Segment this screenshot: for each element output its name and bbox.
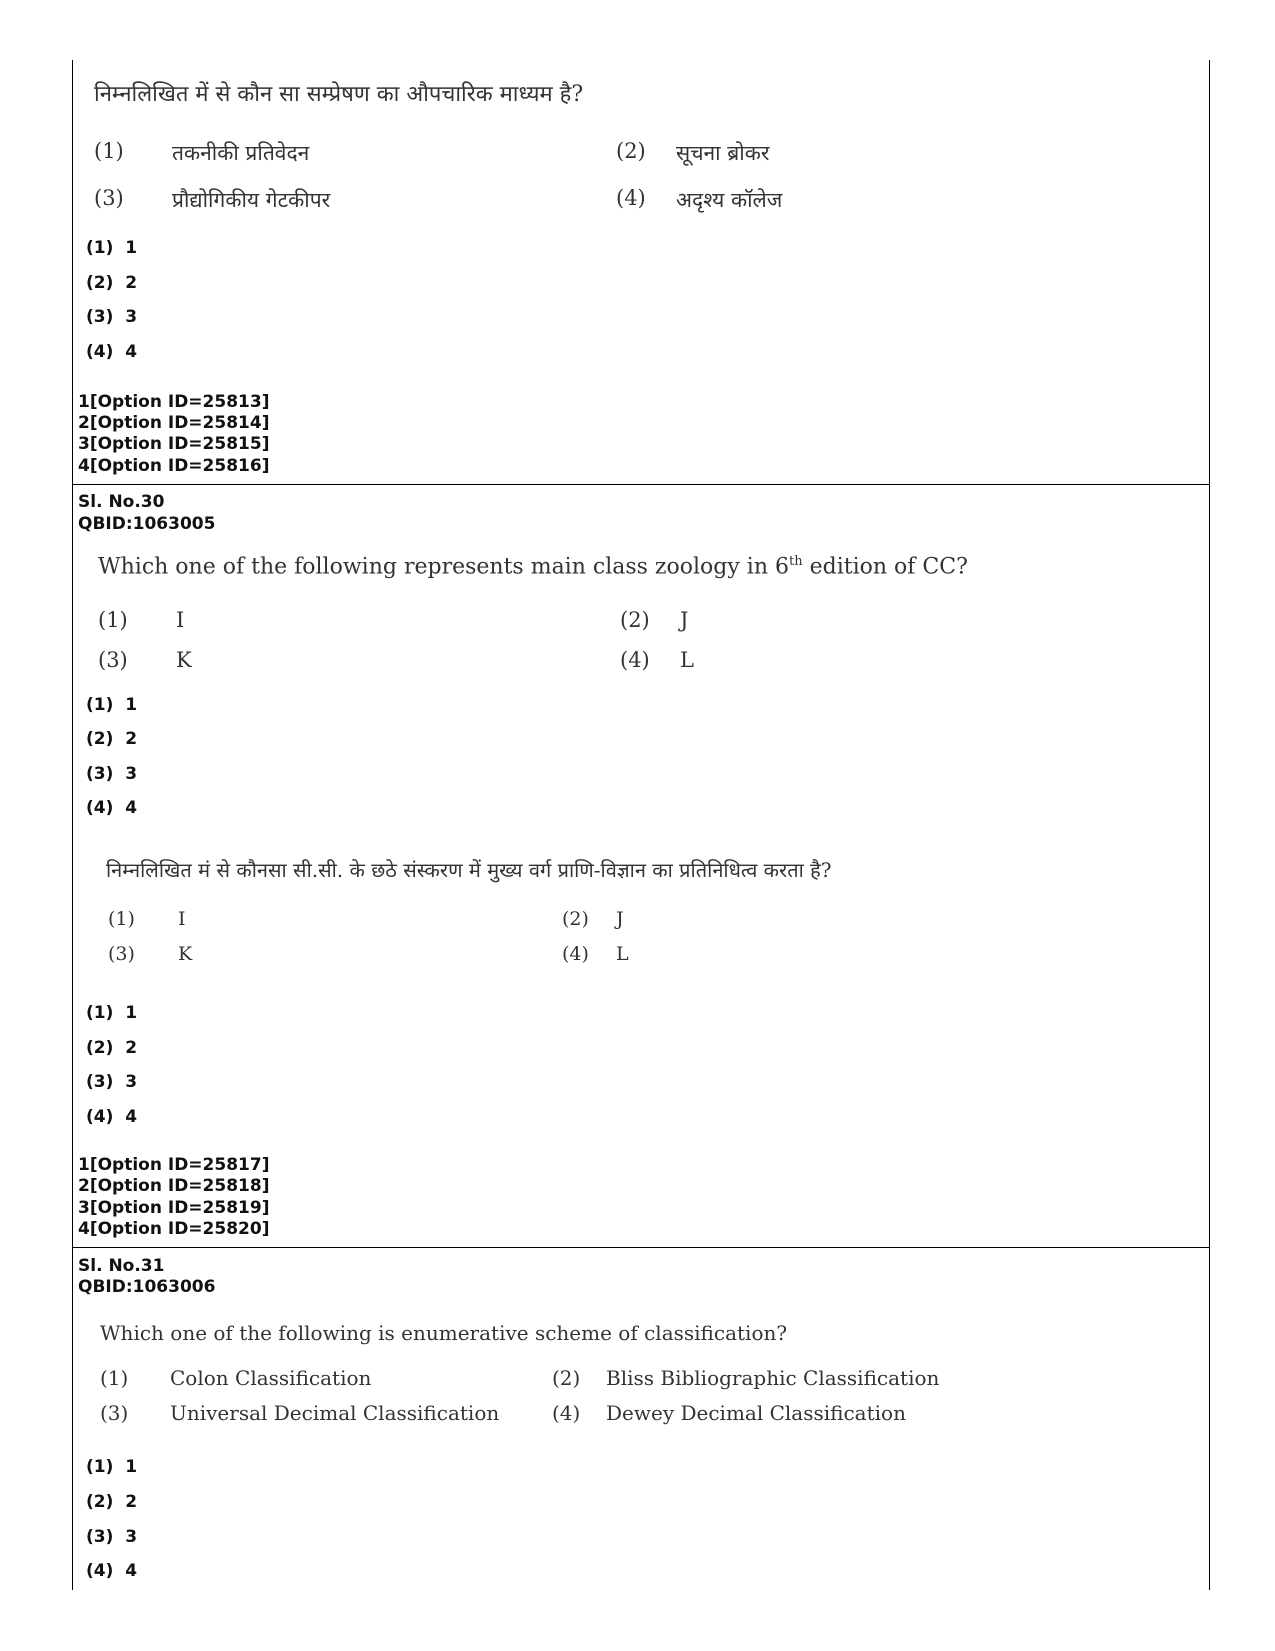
option-text: L (680, 648, 694, 672)
option-text: J (680, 608, 689, 632)
serial-number: Sl. No.30 (78, 492, 165, 512)
answer-choice[interactable]: (3) 3 (86, 1527, 138, 1547)
question-text-english: Which one of the following represents main class zoology in 6th edition of CC? (98, 554, 968, 580)
answer-choice[interactable]: (2) 2 (86, 273, 138, 293)
answer-choice[interactable]: (4) 4 (86, 342, 138, 362)
option-number: (2) (616, 139, 646, 163)
option-text: प्रौद्योगिकीय गेटकीपर (172, 188, 331, 212)
section-divider (72, 484, 1210, 485)
answer-choice[interactable]: (4) 4 (86, 1561, 138, 1581)
option-text: अदृश्य कॉलेज (676, 188, 783, 212)
answer-choice[interactable]: (2) 2 (86, 729, 138, 749)
answer-choice[interactable]: (3) 3 (86, 307, 138, 327)
option-text: I (178, 908, 186, 930)
answer-choice[interactable]: (4) 4 (86, 1107, 138, 1127)
answer-choice[interactable]: (4) 4 (86, 798, 138, 818)
option-text: तकनीकी प्रतिवेदन (172, 141, 310, 165)
section-divider (72, 1247, 1210, 1248)
option-id: 1[Option ID=25817] (78, 1155, 270, 1175)
option-number: (4) (616, 186, 646, 210)
option-number: (4) (562, 943, 589, 965)
option-number: (1) (100, 1366, 129, 1390)
page-frame (72, 60, 1210, 1590)
option-text: Colon Classification (170, 1366, 372, 1390)
option-number: (2) (552, 1366, 581, 1390)
answer-choice[interactable]: (1) 1 (86, 1003, 138, 1023)
option-id: 2[Option ID=25814] (78, 413, 270, 433)
answer-choice[interactable]: (1) 1 (86, 695, 138, 715)
answer-choice[interactable]: (2) 2 (86, 1492, 138, 1512)
option-text: L (616, 943, 629, 965)
option-number: (4) (552, 1401, 581, 1425)
question-bank-id: QBID:1063006 (78, 1277, 216, 1297)
option-text: J (616, 908, 624, 930)
question-bank-id: QBID:1063005 (78, 514, 216, 534)
question-text-english: Which one of the following is enumerative scheme of classification? (100, 1321, 788, 1345)
option-number: (3) (108, 943, 135, 965)
answer-choice[interactable]: (2) 2 (86, 1038, 138, 1058)
serial-number: Sl. No.31 (78, 1256, 165, 1276)
answer-choice[interactable]: (3) 3 (86, 764, 138, 784)
option-id: 3[Option ID=25819] (78, 1198, 270, 1218)
option-number: (1) (108, 908, 135, 930)
option-number: (1) (94, 139, 124, 163)
option-number: (2) (620, 608, 650, 632)
option-text: Bliss Bibliographic Classification (606, 1366, 940, 1390)
answer-choice[interactable]: (1) 1 (86, 238, 138, 258)
option-number: (2) (562, 908, 589, 930)
answer-choice[interactable]: (1) 1 (86, 1457, 138, 1477)
option-text: Universal Decimal Classification (170, 1401, 500, 1425)
option-number: (3) (100, 1401, 129, 1425)
option-text: K (176, 648, 192, 672)
option-number: (4) (620, 648, 650, 672)
option-id: 1[Option ID=25813] (78, 392, 270, 412)
option-text: K (178, 943, 193, 965)
option-id: 3[Option ID=25815] (78, 434, 270, 454)
option-number: (1) (98, 608, 128, 632)
option-id: 4[Option ID=25820] (78, 1219, 270, 1239)
option-number: (3) (94, 186, 124, 210)
option-text: सूचना ब्रोकर (676, 141, 770, 165)
option-text: Dewey Decimal Classification (606, 1401, 906, 1425)
question-text-hindi: निम्नलिखित में से कौन सा सम्प्रेषण का औपचारिक माध्यम है? (94, 82, 584, 107)
option-number: (3) (98, 648, 128, 672)
option-id: 4[Option ID=25816] (78, 456, 270, 476)
question-text-hindi: निम्नलिखित मं से कौनसा सी.सी. के छठे संस्करण में मुख्य वर्ग प्राणि-विज्ञान का प्रतिनिधित्व करता है? (106, 858, 832, 882)
answer-choice[interactable]: (3) 3 (86, 1072, 138, 1092)
option-id: 2[Option ID=25818] (78, 1176, 270, 1196)
option-text: I (176, 608, 185, 632)
